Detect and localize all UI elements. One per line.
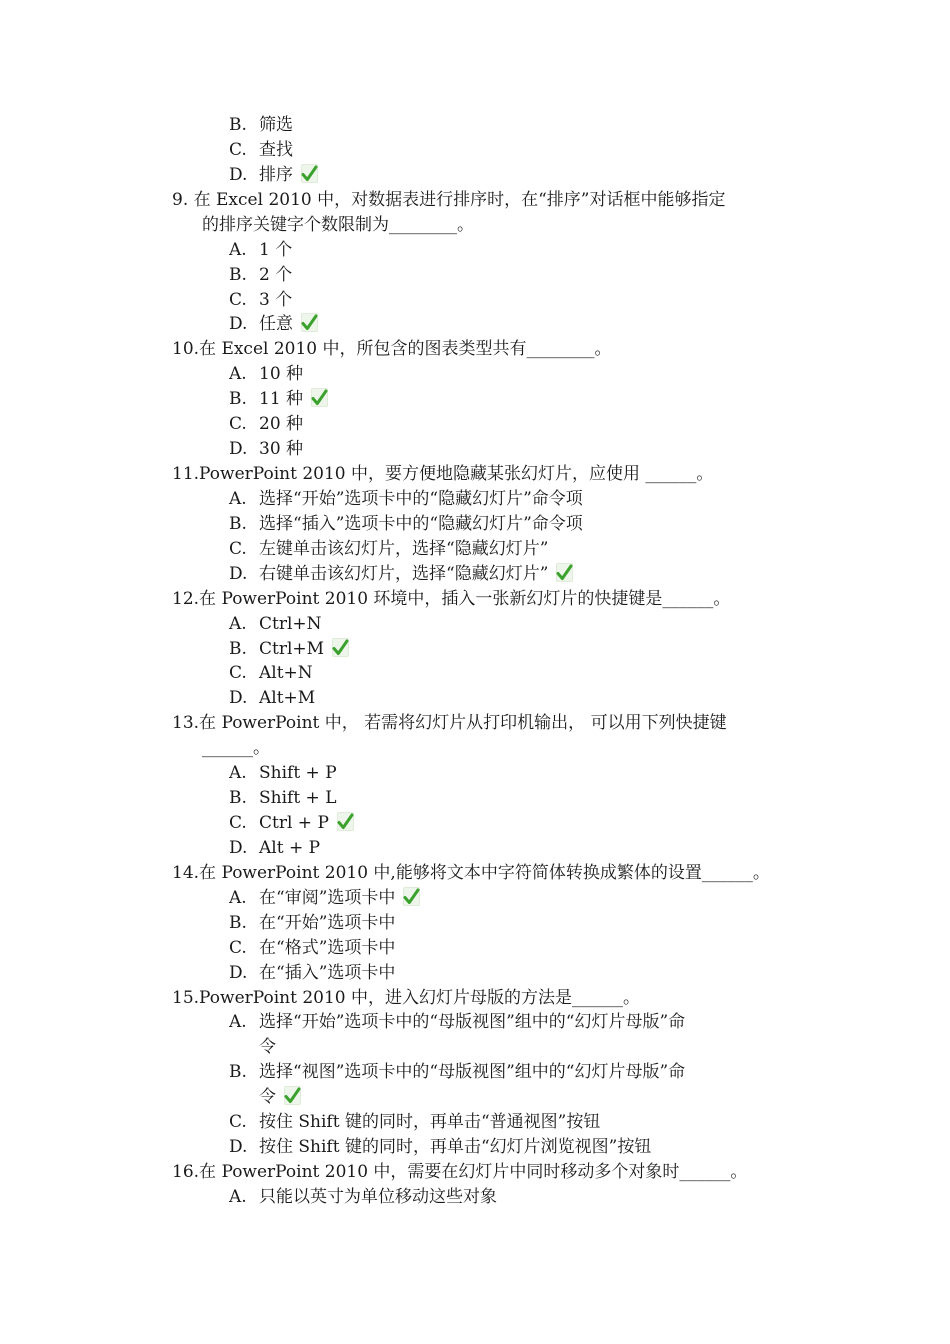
question-text: 15.PowerPoint 2010 中，进入幻灯片母版的方法是______。	[172, 987, 641, 1008]
option-label: B.	[229, 264, 247, 285]
option-text: 筛选	[259, 115, 293, 135]
option-text: 选择“视图”选项卡中的“母版视图”组中的“幻灯片母版”命	[259, 1062, 686, 1083]
question-line	[202, 736, 270, 761]
option-text: Alt + P	[259, 837, 321, 858]
option-label: C.	[229, 414, 247, 435]
option-line	[229, 238, 292, 263]
option-label: B.	[229, 513, 247, 534]
question-text: 的排序关键字个数限制为________。	[202, 214, 474, 235]
option-line	[229, 761, 337, 786]
option-text: 任意	[259, 314, 293, 335]
question-line	[172, 462, 713, 487]
option-line	[229, 836, 320, 861]
option-text: 右键单击该幻灯片，选择“隐藏幻灯片”	[259, 563, 549, 584]
option-text: 只能以英寸为单位移动这些对象	[259, 1186, 497, 1207]
option-line	[229, 1010, 685, 1035]
option-line	[229, 537, 548, 562]
option-line	[229, 961, 395, 986]
option-line	[229, 612, 322, 637]
checkmark-icon	[337, 812, 354, 831]
option-text: Ctrl+M	[259, 638, 325, 659]
option-label: C.	[229, 289, 247, 310]
option-line	[229, 263, 292, 288]
option-line	[229, 312, 318, 337]
question-line	[172, 337, 612, 362]
checkmark-icon	[284, 1086, 301, 1105]
option-label: D.	[229, 962, 248, 983]
option-text: 在“插入”选项卡中	[259, 962, 396, 983]
option-label: D.	[229, 314, 248, 335]
option-text: 选择“开始”选项卡中的“隐藏幻灯片”命令项	[259, 488, 583, 509]
option-label: A.	[229, 1186, 247, 1207]
option-line	[229, 412, 303, 437]
checkmark-icon	[301, 313, 318, 332]
question-text: 16.在 PowerPoint 2010 中，需要在幻灯片中同时移动多个对象时______。	[172, 1162, 748, 1183]
option-line	[229, 163, 318, 188]
question-line	[172, 1160, 747, 1185]
option-label: D.	[229, 1137, 248, 1158]
option-label: B.	[229, 389, 247, 410]
option-line	[229, 113, 293, 138]
option-text: 按住 Shift 键的同时，再单击“普通视图”按钮	[259, 1112, 601, 1133]
option-text: 10 种	[259, 364, 304, 385]
question-text: 13.在 PowerPoint 中， 若需将幻灯片从打印机输出， 可以用下列快捷键	[172, 713, 727, 734]
option-line	[229, 811, 354, 836]
option-label: C.	[229, 1112, 247, 1133]
option-line	[229, 487, 583, 512]
option-text: 在“格式”选项卡中	[259, 937, 396, 958]
option-text: 左键单击该幻灯片，选择“隐藏幻灯片”	[259, 538, 549, 559]
option-line	[229, 1110, 600, 1135]
question-line	[172, 986, 640, 1011]
checkmark-icon	[556, 563, 573, 582]
option-label: B.	[229, 1062, 247, 1083]
option-text: 20 种	[259, 414, 304, 435]
option-line	[229, 686, 315, 711]
option-text: 令	[259, 1037, 276, 1058]
option-text: 11 种	[259, 389, 304, 410]
option-label: C.	[229, 663, 247, 684]
question-text: 9. 在 Excel 2010 中，对数据表进行排序时，在“排序”对话框中能够指定	[172, 189, 726, 210]
option-line	[229, 1185, 497, 1210]
option-line	[229, 637, 349, 662]
option-label: D.	[229, 439, 248, 460]
option-label: B.	[229, 912, 247, 933]
option-label: D.	[229, 563, 248, 584]
option-line	[229, 936, 395, 961]
option-label: B.	[229, 115, 247, 135]
option-line	[229, 911, 395, 936]
option-text: 选择“插入”选项卡中的“隐藏幻灯片”命令项	[259, 513, 583, 534]
option-label: A.	[229, 239, 247, 260]
question-text: 12.在 PowerPoint 2010 环境中，插入一张新幻灯片的快捷键是______。	[172, 588, 731, 609]
option-text: 选择“开始”选项卡中的“母版视图”组中的“幻灯片母版”命	[259, 1012, 686, 1033]
option-label: C.	[229, 937, 247, 958]
option-line	[229, 661, 313, 686]
option-label: C.	[229, 139, 247, 160]
question-text: ______。	[202, 738, 270, 759]
question-text: 11.PowerPoint 2010 中，要方便地隐藏某张幻灯片，应使用 ______。	[172, 464, 714, 485]
option-text: 在“开始”选项卡中	[259, 912, 396, 933]
option-label: D.	[229, 164, 248, 185]
checkmark-icon	[311, 388, 328, 407]
question-line	[172, 711, 727, 736]
option-text: 令	[259, 1087, 276, 1108]
option-text: Ctrl + P	[259, 813, 329, 834]
question-line	[172, 587, 730, 612]
option-label: B.	[229, 788, 247, 809]
option-label: C.	[229, 538, 247, 559]
question-line	[172, 188, 726, 213]
option-text: 2 个	[259, 264, 293, 285]
option-text: Alt+M	[259, 688, 316, 709]
option-line	[229, 138, 293, 163]
checkmark-icon	[332, 638, 349, 657]
option-label: C.	[229, 813, 247, 834]
option-line	[259, 1035, 276, 1060]
option-text: Shift + L	[259, 788, 337, 809]
question-text: 14.在 PowerPoint 2010 中,能够将文本中字符简体转换成繁体的设置______。	[172, 862, 770, 883]
option-text: 30 种	[259, 439, 304, 460]
option-line	[229, 562, 573, 587]
option-text: 3 个	[259, 289, 293, 310]
checkmark-icon	[301, 164, 318, 183]
option-line	[229, 387, 328, 412]
option-label: D.	[229, 837, 248, 858]
question-line	[202, 213, 474, 238]
option-text: Ctrl+N	[259, 613, 322, 634]
option-text: Shift + P	[259, 763, 337, 784]
option-line	[229, 362, 303, 387]
option-label: A.	[229, 488, 247, 509]
option-text: 按住 Shift 键的同时，再单击“幻灯片浏览视图”按钮	[259, 1137, 652, 1158]
option-label: A.	[229, 613, 247, 634]
option-text: 在“审阅”选项卡中	[259, 887, 396, 908]
option-line	[229, 288, 292, 313]
option-line	[229, 512, 583, 537]
option-line	[229, 437, 303, 462]
option-label: A.	[229, 887, 247, 908]
option-text: 查找	[259, 139, 293, 160]
option-label: A.	[229, 364, 247, 385]
option-text: 1 个	[259, 239, 293, 260]
option-text: Alt+N	[259, 663, 313, 684]
option-label: A.	[229, 763, 247, 784]
option-label: A.	[229, 1012, 247, 1033]
option-line	[229, 886, 420, 911]
question-text: 10.在 Excel 2010 中，所包含的图表类型共有________。	[172, 339, 612, 360]
option-line	[259, 1085, 301, 1110]
option-line	[229, 1060, 685, 1085]
option-label: D.	[229, 688, 248, 709]
question-line	[172, 861, 770, 886]
checkmark-icon	[403, 887, 420, 906]
option-line	[229, 1135, 651, 1160]
option-line	[229, 786, 337, 811]
option-text: 排序	[259, 164, 293, 185]
option-label: B.	[229, 638, 247, 659]
